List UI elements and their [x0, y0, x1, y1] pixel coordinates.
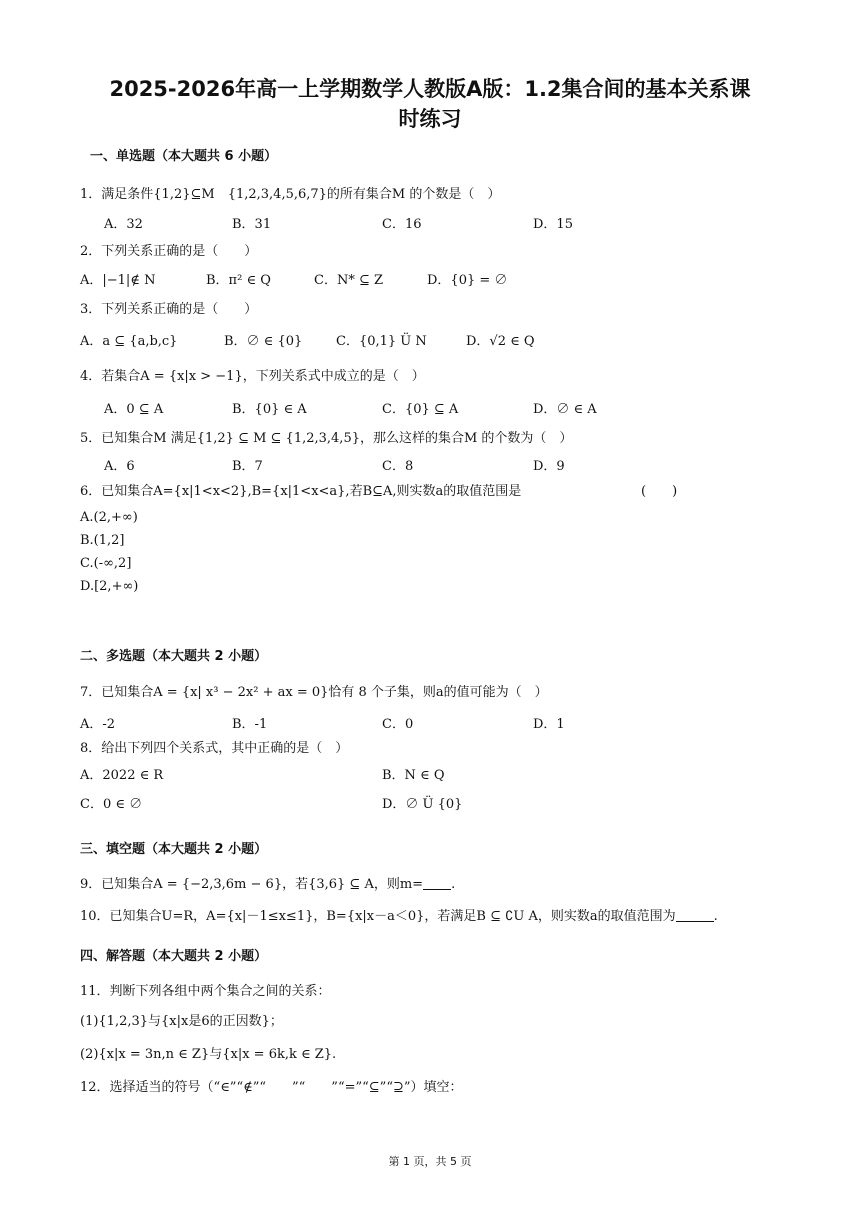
question-9-answer-blank[interactable]	[423, 876, 451, 890]
question-11-stem: 11．判断下列各组中两个集合之间的关系：	[80, 984, 331, 999]
question-4-option-a: A．0 ⊆ A	[104, 402, 164, 417]
question-2-option-a: A．|−1|∉ N	[80, 273, 156, 288]
question-5-stem: 5．已知集合M 满足{1,2} ⊆ M ⊆ {1,2,3,4,5}，那么这样的集合M 的个数为（ ）	[80, 431, 573, 446]
question-4-option-b: B．{0} ∈ A	[232, 402, 307, 417]
question-1-stem: 1．满足条件{1,2}⊆M {1,2,3,4,5,6,7}的所有集合M 的个数是（ ）	[80, 187, 501, 202]
question-3-option-b: B．∅ ∈ {0}	[224, 334, 303, 349]
question-6-option-b: B.(1,2]	[80, 533, 125, 548]
question-8-stem: 8．给出下列四个关系式，其中正确的是（ ）	[80, 741, 349, 756]
question-1-option-d: D．15	[533, 217, 573, 232]
section-heading-multi-choice: 二、多选题（本大题共 2 小题）	[80, 649, 268, 664]
question-9-line	[80, 876, 455, 894]
question-9-tail: .	[451, 877, 456, 892]
page-footer: 第 1 页，共 5 页	[388, 1155, 472, 1168]
question-2-option-b: B．π² ∈ Q	[206, 273, 271, 288]
question-4-option-d: D．∅ ∈ A	[533, 402, 597, 417]
page-title-line2: 时练习	[398, 107, 462, 131]
question-1-option-a: A．32	[104, 217, 143, 232]
question-9-stem: 9．已知集合A = {−2,3,6m − 6}，若{3,6} ⊆ A，则m=	[80, 877, 424, 892]
question-7-stem: 7．已知集合A = {x| x³ − 2x² + ax = 0}恰有 8 个子集，则a的值可能为（ ）	[80, 685, 548, 700]
question-1-option-c: C．16	[382, 217, 422, 232]
question-2-option-d: D．{0} = ∅	[427, 273, 508, 288]
question-5-option-c: C．8	[382, 459, 414, 474]
question-5-option-d: D．9	[533, 459, 565, 474]
question-6-stem: 6．已知集合A={x|1<x<2},B={x|1<x<a},若B⊆A,则实数a的取值范围是	[80, 484, 522, 499]
question-5-option-a: A．6	[104, 459, 135, 474]
question-2-option-c: C．N* ⊆ Z	[314, 273, 384, 288]
question-10-line	[80, 908, 718, 926]
section-heading-solutions: 四、解答题（本大题共 2 小题）	[80, 949, 268, 964]
question-3-option-a: A．a ⊆ {a,b,c}	[80, 334, 178, 349]
section-heading-fill-blank: 三、填空题（本大题共 2 小题）	[80, 842, 268, 857]
question-3-option-c: C．{0,1} Ü N	[336, 334, 427, 349]
question-1-option-b: B．31	[232, 217, 272, 232]
question-6-answer-paren: ( )	[641, 484, 678, 499]
question-7-option-b: B．-1	[232, 717, 268, 732]
question-8-option-d: D．∅ Ü {0}	[382, 797, 463, 812]
question-8-option-b: B．N ∈ Q	[382, 768, 445, 783]
question-3-option-d: D．√2 ∈ Q	[466, 334, 535, 349]
question-6-option-d: D.[2,+∞)	[80, 579, 139, 594]
question-11-part-2: (2){x|x = 3n,n ∈ Z}与{x|x = 6k,k ∈ Z}.	[80, 1047, 337, 1062]
question-10-answer-blank[interactable]	[676, 908, 714, 922]
question-7-option-c: C．0	[382, 717, 414, 732]
question-3-stem: 3．下列关系正确的是（ ）	[80, 302, 258, 317]
question-10-stem: 10．已知集合U=R，A={x|－1≤x≤1}，B={x|x－a＜0}，若满足B ⊆ ∁U A，则实数a的取值范围为	[80, 909, 676, 924]
question-12-stem: 12．选择适当的符号（“∈”“∉”“ ”“ ”“=”“⊆”“⊇”）填空：	[80, 1080, 463, 1095]
page-title-line1: 2025-2026年高一上学期数学人教版A版：1.2集合间的基本关系课	[109, 77, 751, 101]
question-6-option-c: C.(-∞,2]	[80, 556, 132, 571]
question-7-option-a: A．-2	[80, 717, 116, 732]
question-4-option-c: C．{0} ⊆ A	[382, 402, 459, 417]
question-8-option-a: A．2022 ∈ R	[80, 768, 164, 783]
question-2-stem: 2．下列关系正确的是（ ）	[80, 244, 258, 259]
question-8-option-c: C．0 ∈ ∅	[80, 797, 143, 812]
question-7-option-d: D．1	[533, 717, 565, 732]
question-6-option-a: A.(2,+∞)	[80, 510, 138, 525]
question-10-tail: .	[713, 909, 718, 924]
question-4-stem: 4．若集合A = {x|x > −1}，下列关系式中成立的是（ ）	[80, 369, 425, 384]
section-heading-single-choice: 一、单选题（本大题共 6 小题）	[90, 149, 278, 164]
question-11-part-1: (1){1,2,3}与{x|x是6的正因数}；	[80, 1014, 283, 1029]
question-5-option-b: B．7	[232, 459, 263, 474]
